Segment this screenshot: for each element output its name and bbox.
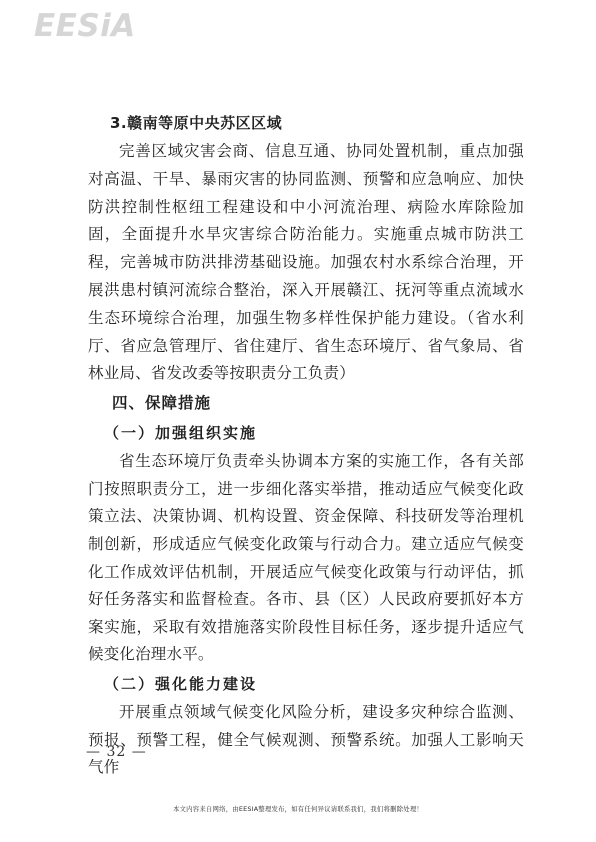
page-number: — 32 — <box>86 744 147 760</box>
eesia-logo-mark <box>34 8 150 42</box>
eesia-logo <box>34 8 150 42</box>
chapter-title: 四、保障措施 <box>112 394 212 413</box>
document-body <box>88 108 524 782</box>
logo-text: EESiA <box>34 8 136 42</box>
footer-disclaimer: 本文内容来自网络，由EESIA整理发布，如有任何异议请联系我们，我们将删除处理！ <box>172 805 424 813</box>
subsection-paragraph-capacity: 开展重点领域气候变化风险分析，建设多灾种综合监测、预报、预警工程，健全气候观测、预警系统。加强人工影响天气作 <box>88 702 524 777</box>
subsection-title-capacity: （二）强化能力建设 <box>104 674 258 693</box>
subsection-title-organization: （一）加强组织实施 <box>104 424 258 443</box>
section-title: 3.赣南等原中央苏区区域 <box>110 114 283 132</box>
subsection-paragraph-organization: 省生态环境厅负责牵头协调本方案的实施工作，各有关部门按照职责分工，进一步细化落实举措，推动适应气候变化政策立法、决策协调、机构设置、资金保障、科技研发等治理机制创新，形成适应气候变化政策与行动合力。建立适应气候变化工作成效评估机制，开展适应气候变化政策与行动评估，抓好任务落实和监督检查。各市、县（区）人民政府要抓好本方案实施，采取有效措施落实阶段性目标任务，逐步提升适应气候变化治理水平。 <box>88 452 524 664</box>
section-paragraph: 完善区域灾害会商、信息互通、协同处置机制，重点加强对高温、干旱、暴雨灾害的协同监测、预警和应急响应、加快防洪控制性枢纽工程建设和中小河流治理、病险水库除险加固，全面提升水旱灾害综合防治能力。实施重点城市防洪工程，完善城市防洪排涝基础设施。加强农村水系综合治理，开展洪患村镇河流综合整治，深入开展赣江、抚河等重点流域水生态环境综合治理，加强生物多样性保护能力建设。（省水利厅、省应急管理厅、省住建厅、省生态环境厅、省气象局、省林业局、省发改委等按职责分工负责） <box>88 142 524 383</box>
